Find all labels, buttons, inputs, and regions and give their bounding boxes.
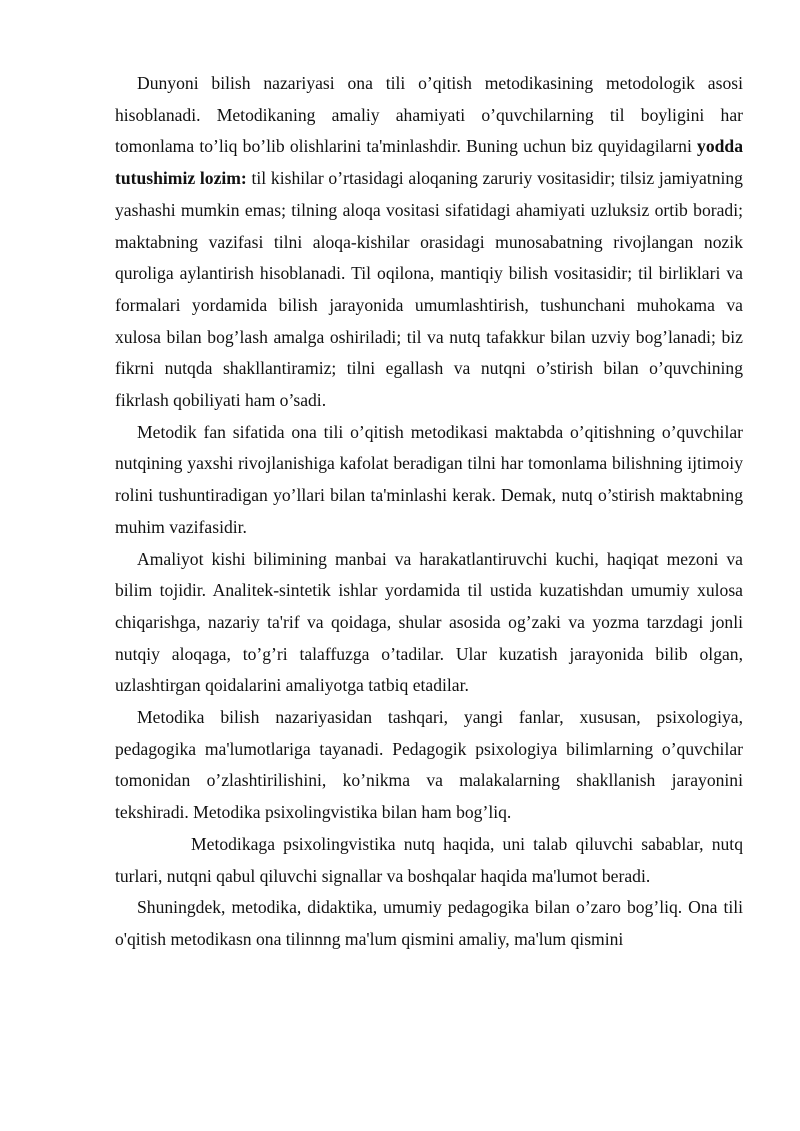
paragraph-3: Amaliyot kishi bilimining manbai va harakatlantiruvchi kuchi, haqiqat mezoni va bilim tojidir. Analitek-sintetik ishlar yordamida til ustida kuzatishdan umumiy xulosa chiqarishga, nazariy ta'rif va qoidaga, shular asosida og’zaki va yozma tarzdagi jonli nutqiy aloqaga, to’g’ri talaffuzga o’tadilar. Ular kuzatish jarayonida bilib olgan, uzlashtirgan qoidalarini amaliyotga tatbiq etadilar. <box>115 548 743 696</box>
paragraph-4: Metodika bilish nazariyasidan tashqari, yangi fanlar, xususan, psixologiya, pedagogika ma'lumotlariga tayanadi. Pedagogik psixologiya bilimlarning o’quvchilar tomonidan o’zlashtirilishini, ko’nikma va malakalarning shakllanish jarayonini tekshiradi. Metodika psixolingvistika bilan ham bog’liq. <box>115 707 743 823</box>
paragraph-1-bold-phrase: yodda tutushimiz lozim: <box>115 136 743 189</box>
paragraph-5: Metodikaga psixolingvistika nutq haqida, uni talab qiluvchi sabablar, nutq turlari, nutqni qabul qiluvchi signallar va boshqalar haqida ma'lumot beradi. <box>115 833 743 886</box>
paragraph-1-text-start: Dunyoni bilish nazariyasi ona tili o’qitish metodikasining metodologik asosi hisoblanadi. Metodikaning amaliy ahamiyati o’quvchilarning til boyligini har tomonlama to’liq bo’lib olishlarini ta'minlashdir. Buning uchun biz quyidagilarni <box>115 73 743 157</box>
paragraph-1-text-end: til kishilar o’rtasidagi aloqaning zaruriy vositasidir; tilsiz jamiyatning yashashi mumkin emas; tilning aloqa vositasi sifatidagi ahamiyati uzluksiz ortib boradi; maktabning vazifasi tilni aloqa-kishilar orasidagi munosabatning rivojlangan nozik quroliga aylantirish hisoblanadi. Til oqilona, mantiqiy bilish vositasidir; til birliklari va formalari yordamida bilish jarayonida umumlashtirish, tushunchani muhokama va xulosa bilan bog’lash amalga oshiriladi; til va nutq tafakkur bilan uzviy bog’lanadi; biz fikrni nutqda shakllantiramiz; tilni egallash va nutqni o’stirish bilan o’quvchining fikrlash qobiliyati ham o’sadi. <box>115 168 743 411</box>
paragraph-1 <box>115 68 743 417</box>
document-page <box>115 68 743 956</box>
paragraph-2: Metodik fan sifatida ona tili o’qitish metodikasi maktabda o’qitishning o’quvchilar nutqining yaxshi rivojlanishiga kafolat beradigan tilni har tomonlama bilishning ijtimoiy rolini tushuntiradigan yo’llari bilan ta'minlashi kerak. Demak, nutq o’stirish maktabning muhim vazifasidir. <box>115 421 743 537</box>
paragraph-6: Shuningdek, metodika, didaktika, umumiy pedagogika bilan o’zaro bog’liq. Ona tili o'qitish metodikasn ona tilinnng ma'lum qismini amaliy, ma'lum qismini <box>115 897 743 949</box>
